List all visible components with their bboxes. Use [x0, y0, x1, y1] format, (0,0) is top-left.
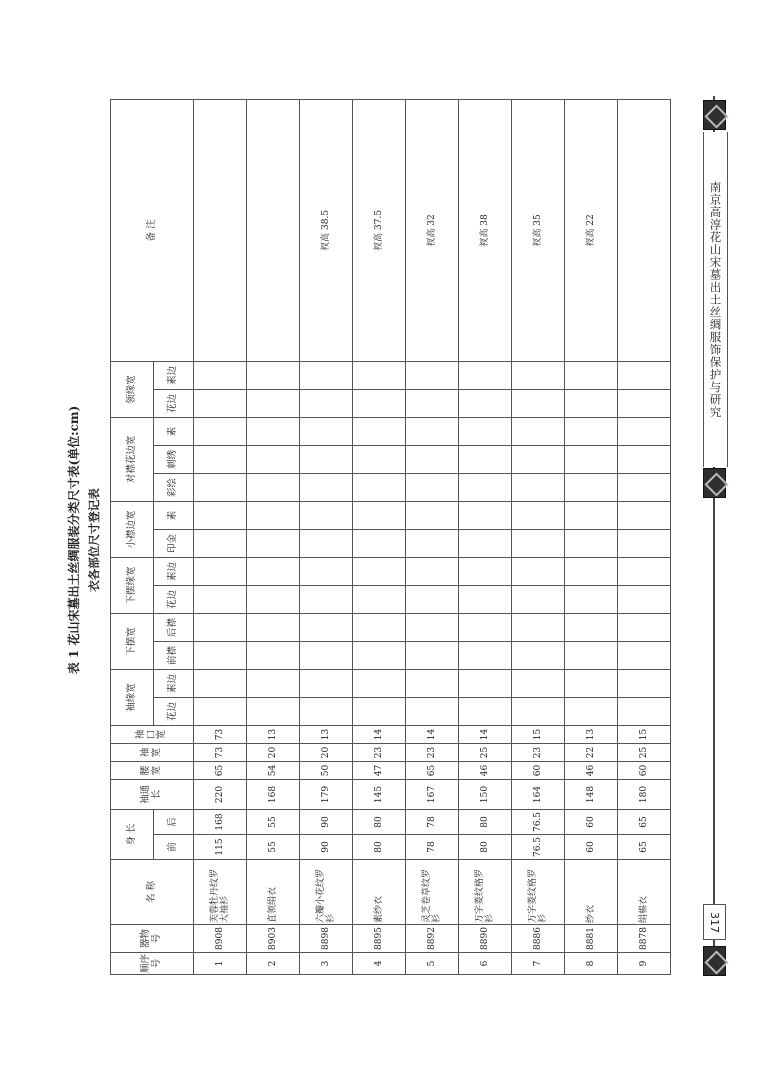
- header-lapel-lace: 对襟花边宽: [111, 417, 154, 501]
- cell-empty: [459, 698, 512, 726]
- header-print-gold: 印金: [154, 529, 194, 557]
- cell-empty: [565, 698, 618, 726]
- cell-empty: [618, 585, 671, 613]
- cell-empty: [565, 473, 618, 501]
- table-row: [194, 99, 247, 974]
- cell-seq: 4: [353, 953, 406, 975]
- cell-seq: 5: [406, 953, 459, 975]
- cell-sw: 25: [618, 744, 671, 762]
- cell-empty: [194, 669, 247, 697]
- cell-empty: [618, 389, 671, 417]
- header-item-no: 器物号: [111, 925, 194, 953]
- cell-cuff: 14: [406, 726, 459, 744]
- cell-empty: [565, 585, 618, 613]
- cell-empty: [247, 361, 300, 389]
- header-hem-plain-edge: 素边: [154, 557, 194, 585]
- header-body-length: 身 长: [111, 810, 154, 860]
- cell-empty: [565, 641, 618, 669]
- rotated-table-container: [67, 105, 670, 975]
- cell-seq: 3: [300, 953, 353, 975]
- page-number-text: 317: [708, 911, 721, 933]
- cell-empty: [300, 641, 353, 669]
- cell-empty: [353, 417, 406, 445]
- cell-empty: [194, 473, 247, 501]
- cell-empty: [406, 389, 459, 417]
- cell-empty: [194, 585, 247, 613]
- cell-cuff: 13: [247, 726, 300, 744]
- ornament-icon: [703, 100, 726, 130]
- cell-no: 8895: [353, 925, 406, 953]
- cell-empty: [459, 417, 512, 445]
- cell-no: 8898: [300, 925, 353, 953]
- header-sleeve-width: 袖宽: [111, 744, 194, 762]
- cell-empty: [247, 501, 300, 529]
- cell-empty: [353, 641, 406, 669]
- cell-note: 衩高 38.5: [300, 99, 353, 361]
- cell-empty: [459, 445, 512, 473]
- cell-waist: 54: [247, 762, 300, 780]
- cell-empty: [406, 669, 459, 697]
- cell-back: 168: [194, 810, 247, 835]
- cell-empty: [459, 669, 512, 697]
- cell-front: 55: [247, 835, 300, 860]
- header-hem-edge: 下摆缘宽: [111, 557, 154, 613]
- cell-seq: 1: [194, 953, 247, 975]
- header-waist: 腰宽: [111, 762, 194, 780]
- cell-empty: [459, 641, 512, 669]
- cell-empty: [247, 473, 300, 501]
- cell-empty: [459, 501, 512, 529]
- cell-empty: [565, 389, 618, 417]
- cell-empty: [300, 473, 353, 501]
- cell-sleeve: 164: [512, 780, 565, 810]
- header-small-lapel-plain: 素: [154, 501, 194, 529]
- cell-back: 76.5: [512, 810, 565, 835]
- cell-note: [194, 99, 247, 361]
- cell-waist: 47: [353, 762, 406, 780]
- cell-empty: [247, 445, 300, 473]
- header-sleeve-plain-edge: 素边: [154, 669, 194, 697]
- cell-empty: [300, 445, 353, 473]
- cell-empty: [459, 557, 512, 585]
- cell-empty: [194, 501, 247, 529]
- cell-no: 8892: [406, 925, 459, 953]
- cell-sleeve: 220: [194, 780, 247, 810]
- cell-front: 60: [565, 835, 618, 860]
- cell-name: 万字菱纹格罗衫: [512, 860, 565, 925]
- cell-empty: [353, 669, 406, 697]
- cell-note: 衩高 38: [459, 99, 512, 361]
- header-cuff: 袖口宽: [111, 726, 194, 744]
- cell-empty: [459, 361, 512, 389]
- header-back-panel: 后襟: [154, 613, 194, 641]
- cell-back: 60: [565, 810, 618, 835]
- cell-front: 76.5: [512, 835, 565, 860]
- cell-no: 8881: [565, 925, 618, 953]
- ornament-icon: [703, 946, 726, 976]
- cell-empty: [565, 501, 618, 529]
- cell-empty: [247, 613, 300, 641]
- cell-back: 90: [300, 810, 353, 835]
- cell-empty: [247, 529, 300, 557]
- cell-seq: 6: [459, 953, 512, 975]
- cell-name: 万字菱纹格罗衫: [459, 860, 512, 925]
- cell-seq: 7: [512, 953, 565, 975]
- cell-empty: [353, 473, 406, 501]
- header-hem-flower-edge: 花边: [154, 585, 194, 613]
- cell-empty: [565, 669, 618, 697]
- cell-sw: 22: [565, 744, 618, 762]
- cell-empty: [300, 613, 353, 641]
- cell-waist: 65: [194, 762, 247, 780]
- running-title-text: 南京高淳花山宋墓出土丝绸服饰保护与研究: [708, 180, 723, 419]
- cell-empty: [618, 417, 671, 445]
- cell-empty: [300, 698, 353, 726]
- cell-empty: [618, 613, 671, 641]
- cell-note: [618, 99, 671, 361]
- cell-empty: [247, 417, 300, 445]
- cell-no: 8903: [247, 925, 300, 953]
- cell-name: 绢棉衣: [618, 860, 671, 925]
- cell-sw: 23: [353, 744, 406, 762]
- cell-sleeve: 180: [618, 780, 671, 810]
- cell-empty: [300, 501, 353, 529]
- cell-note: 衩高 35: [512, 99, 565, 361]
- cell-empty: [512, 473, 565, 501]
- cell-empty: [406, 613, 459, 641]
- cell-empty: [247, 698, 300, 726]
- garment-size-table: [110, 99, 671, 975]
- cell-empty: [512, 417, 565, 445]
- cell-back: 55: [247, 810, 300, 835]
- cell-empty: [512, 501, 565, 529]
- table-row: [406, 99, 459, 974]
- cell-empty: [565, 361, 618, 389]
- cell-empty: [406, 445, 459, 473]
- margin-band: [703, 96, 726, 976]
- cell-sleeve: 148: [565, 780, 618, 810]
- header-back: 后: [154, 810, 194, 835]
- cell-note: 衩高 37.5: [353, 99, 406, 361]
- cell-empty: [406, 641, 459, 669]
- cell-waist: 46: [459, 762, 512, 780]
- cell-empty: [406, 417, 459, 445]
- cell-front: 115: [194, 835, 247, 860]
- cell-name: 素纱衣: [353, 860, 406, 925]
- ornament-icon: [703, 468, 726, 498]
- cell-empty: [512, 641, 565, 669]
- cell-waist: 46: [565, 762, 618, 780]
- cell-sleeve: 168: [247, 780, 300, 810]
- cell-empty: [406, 557, 459, 585]
- cell-empty: [353, 613, 406, 641]
- cell-name: 灵芝卷草纹罗衫: [406, 860, 459, 925]
- table-row: [300, 99, 353, 974]
- cell-empty: [618, 557, 671, 585]
- cell-sleeve: 167: [406, 780, 459, 810]
- header-small-lapel: 小襟边宽: [111, 501, 154, 557]
- cell-waist: 60: [618, 762, 671, 780]
- cell-empty: [247, 585, 300, 613]
- cell-front: 90: [300, 835, 353, 860]
- table-row: [353, 99, 406, 974]
- rotated-table-region: [67, 105, 670, 975]
- header-collar-plain-edge: 素边: [154, 361, 194, 389]
- cell-sleeve: 150: [459, 780, 512, 810]
- table-row: [618, 99, 671, 974]
- cell-empty: [247, 389, 300, 417]
- running-title: [703, 132, 728, 467]
- cell-empty: [618, 473, 671, 501]
- cell-waist: 50: [300, 762, 353, 780]
- cell-back: 80: [353, 810, 406, 835]
- cell-front: 78: [406, 835, 459, 860]
- cell-empty: [512, 445, 565, 473]
- cell-empty: [300, 669, 353, 697]
- cell-empty: [353, 529, 406, 557]
- cell-empty: [459, 473, 512, 501]
- cell-empty: [618, 361, 671, 389]
- cell-sw: 20: [247, 744, 300, 762]
- cell-empty: [194, 529, 247, 557]
- cell-name: 直领绢衣: [247, 860, 300, 925]
- cell-empty: [459, 529, 512, 557]
- cell-empty: [353, 389, 406, 417]
- cell-empty: [512, 613, 565, 641]
- cell-empty: [353, 698, 406, 726]
- cell-empty: [194, 361, 247, 389]
- cell-note: 衩高 22: [565, 99, 618, 361]
- cell-sw: 20: [300, 744, 353, 762]
- cell-empty: [247, 669, 300, 697]
- cell-empty: [565, 557, 618, 585]
- cell-empty: [459, 389, 512, 417]
- table-subtitle: 衣各部位尺寸登记表: [87, 488, 101, 592]
- cell-empty: [194, 445, 247, 473]
- cell-empty: [406, 698, 459, 726]
- cell-empty: [618, 669, 671, 697]
- cell-cuff: 13: [565, 726, 618, 744]
- header-row-1: [111, 99, 154, 974]
- cell-empty: [565, 529, 618, 557]
- cell-empty: [194, 698, 247, 726]
- cell-no: 8908: [194, 925, 247, 953]
- cell-empty: [194, 613, 247, 641]
- table-row: [565, 99, 618, 974]
- page-number: [703, 904, 726, 940]
- cell-empty: [512, 361, 565, 389]
- cell-empty: [565, 613, 618, 641]
- cell-no: 8886: [512, 925, 565, 953]
- table-row: [512, 99, 565, 974]
- cell-sw: 23: [512, 744, 565, 762]
- cell-empty: [194, 557, 247, 585]
- cell-empty: [406, 585, 459, 613]
- cell-back: 80: [459, 810, 512, 835]
- cell-empty: [512, 557, 565, 585]
- cell-name: 纱衣: [565, 860, 618, 925]
- cell-empty: [618, 445, 671, 473]
- cell-sw: 25: [459, 744, 512, 762]
- cell-empty: [300, 389, 353, 417]
- header-notes: 备 注: [111, 99, 194, 361]
- cell-empty: [300, 417, 353, 445]
- cell-front: 80: [353, 835, 406, 860]
- header-sleeve-edge: 袖缘宽: [111, 669, 154, 725]
- header-hem-width: 下摆宽: [111, 613, 154, 669]
- cell-empty: [512, 669, 565, 697]
- cell-cuff: 15: [512, 726, 565, 744]
- cell-waist: 65: [406, 762, 459, 780]
- cell-no: 8878: [618, 925, 671, 953]
- cell-empty: [300, 361, 353, 389]
- cell-empty: [300, 557, 353, 585]
- cell-empty: [353, 361, 406, 389]
- cell-empty: [618, 529, 671, 557]
- cell-name: 芙蓉牡丹纹罗大袖衫: [194, 860, 247, 925]
- cell-seq: 8: [565, 953, 618, 975]
- cell-empty: [247, 557, 300, 585]
- cell-sw: 73: [194, 744, 247, 762]
- cell-empty: [353, 585, 406, 613]
- cell-empty: [618, 641, 671, 669]
- cell-empty: [512, 698, 565, 726]
- cell-empty: [194, 389, 247, 417]
- cell-seq: 9: [618, 953, 671, 975]
- cell-empty: [512, 529, 565, 557]
- cell-empty: [247, 641, 300, 669]
- cell-sw: 23: [406, 744, 459, 762]
- cell-sleeve: 145: [353, 780, 406, 810]
- header-front-panel: 前襟: [154, 641, 194, 669]
- table-row: [459, 99, 512, 974]
- cell-cuff: 14: [459, 726, 512, 744]
- cell-back: 78: [406, 810, 459, 835]
- cell-empty: [565, 417, 618, 445]
- cell-empty: [300, 585, 353, 613]
- cell-empty: [406, 529, 459, 557]
- header-collar-flower-edge: 花边: [154, 389, 194, 417]
- cell-front: 65: [618, 835, 671, 860]
- cell-empty: [300, 529, 353, 557]
- cell-empty: [565, 445, 618, 473]
- cell-empty: [618, 698, 671, 726]
- header-seq: 顺序号: [111, 953, 194, 975]
- cell-empty: [406, 361, 459, 389]
- cell-empty: [194, 641, 247, 669]
- cell-empty: [512, 585, 565, 613]
- cell-empty: [459, 613, 512, 641]
- cell-cuff: 13: [300, 726, 353, 744]
- cell-empty: [406, 501, 459, 529]
- cell-empty: [512, 389, 565, 417]
- cell-cuff: 15: [618, 726, 671, 744]
- header-lapel-plain: 素: [154, 417, 194, 445]
- table-row: [247, 99, 300, 974]
- cell-empty: [353, 501, 406, 529]
- cell-front: 80: [459, 835, 512, 860]
- cell-empty: [194, 417, 247, 445]
- table-body: [194, 99, 671, 974]
- cell-note: [247, 99, 300, 361]
- header-embroidered: 刺绣: [154, 445, 194, 473]
- cell-note: 衩高 32: [406, 99, 459, 361]
- cell-cuff: 73: [194, 726, 247, 744]
- cell-empty: [406, 473, 459, 501]
- cell-name: 六瓣小花纹罗衫: [300, 860, 353, 925]
- header-front: 前: [154, 835, 194, 860]
- cell-empty: [353, 445, 406, 473]
- header-collar: 领缘宽: [111, 361, 154, 417]
- cell-back: 65: [618, 810, 671, 835]
- header-name: 名 称: [111, 860, 194, 925]
- cell-empty: [618, 501, 671, 529]
- header-sleeve-total: 袖通长: [111, 780, 194, 810]
- cell-sleeve: 179: [300, 780, 353, 810]
- cell-no: 8890: [459, 925, 512, 953]
- cell-waist: 60: [512, 762, 565, 780]
- header-sleeve-flower-edge: 花边: [154, 698, 194, 726]
- cell-seq: 2: [247, 953, 300, 975]
- cell-empty: [459, 585, 512, 613]
- cell-empty: [353, 557, 406, 585]
- table-title: 表 1 花山宋墓出土丝绸服装分类尺寸表(单位:cm): [67, 405, 81, 675]
- cell-cuff: 14: [353, 726, 406, 744]
- header-painted: 彩绘: [154, 473, 194, 501]
